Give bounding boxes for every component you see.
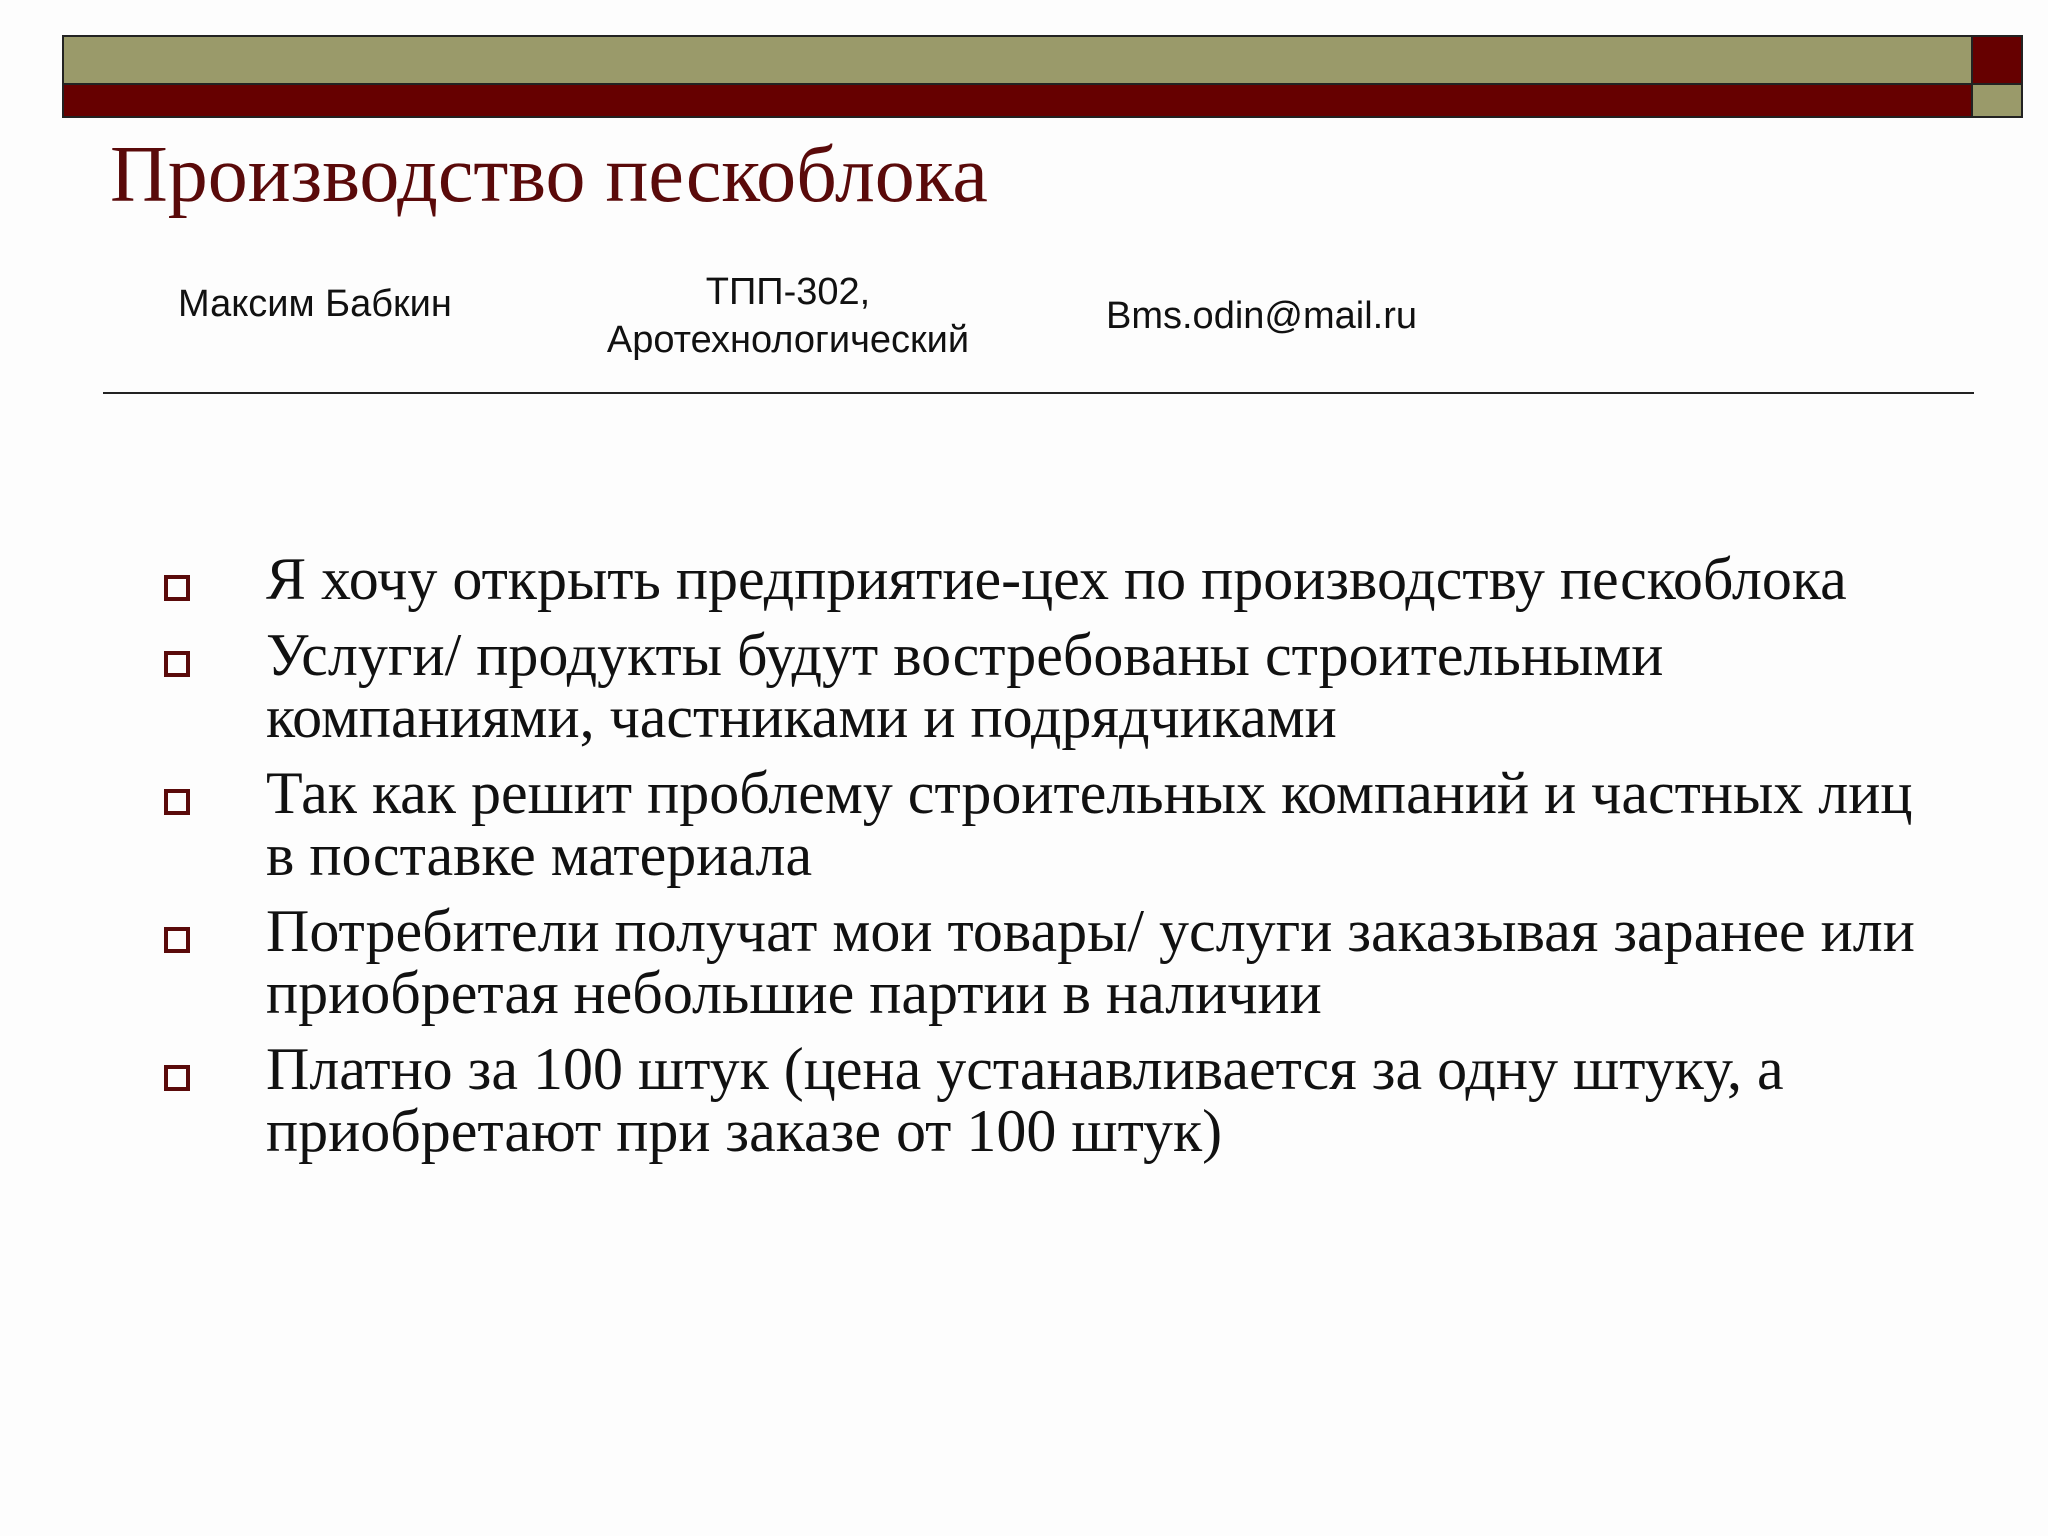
bullet-text: Услуги/ продукты будут востребованы строительными компаниями, частниками и подрядчиками (266, 622, 1664, 750)
header-corner-olive (1971, 85, 2023, 118)
hollow-square-bullet-icon (164, 1065, 190, 1091)
list-item (160, 900, 1920, 1024)
bullet-list (160, 548, 1920, 1176)
header-corner-red (1971, 35, 2023, 85)
author-name: Максим Бабкин (178, 283, 452, 325)
hollow-square-bullet-icon (164, 927, 190, 953)
bullet-text: Я хочу открыть предприятие-цех по производству пескоблока (266, 546, 1847, 612)
group-line-2: Аротехнологический (606, 319, 970, 361)
hollow-square-bullet-icon (164, 575, 190, 601)
bullet-text: Потребители получат мои товары/ услуги заказывая заранее или приобретая небольшие партии в наличии (266, 898, 1915, 1026)
group-line-1: ТПП-302, (705, 271, 871, 313)
list-item (160, 624, 1920, 748)
list-item (160, 548, 1920, 610)
bullet-text: Так как решит проблему строительных компаний и частных лиц в поставке материала (266, 760, 1913, 888)
author-email: Bms.odin@mail.ru (1106, 295, 1417, 337)
slide-title: Производство пескоблока (110, 131, 988, 219)
header-band-olive (62, 35, 1973, 85)
list-item (160, 762, 1920, 886)
list-item (160, 1038, 1920, 1162)
hollow-square-bullet-icon (164, 651, 190, 677)
bullet-text: Платно за 100 штук (цена устанавливается за одну штуку, а приобретают при заказе от 100 штук) (266, 1036, 1784, 1164)
header-divider (103, 392, 1974, 394)
header-band-red (62, 85, 1973, 118)
hollow-square-bullet-icon (164, 789, 190, 815)
group-info (598, 268, 978, 364)
